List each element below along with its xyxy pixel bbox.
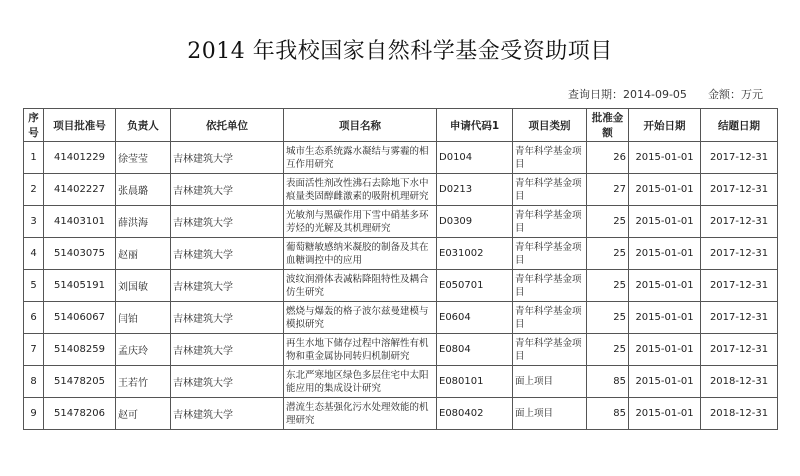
cell-unit: 吉林建筑大学 bbox=[171, 302, 284, 334]
cell-type: 青年科学基金项目 bbox=[513, 238, 587, 270]
cell-type: 青年科学基金项目 bbox=[513, 334, 587, 366]
cell-no: 8 bbox=[24, 366, 44, 398]
table-row bbox=[24, 398, 778, 430]
cell-unit: 吉林建筑大学 bbox=[171, 142, 284, 174]
cell-id: 51478205 bbox=[44, 366, 116, 398]
amount-unit: 金额：万元 bbox=[708, 88, 763, 101]
cell-leader: 闫铂 bbox=[116, 302, 171, 334]
cell-end: 2017-12-31 bbox=[701, 174, 778, 206]
table-row bbox=[24, 270, 778, 302]
cell-leader: 王若竹 bbox=[116, 366, 171, 398]
cell-leader: 薛洪海 bbox=[116, 206, 171, 238]
cell-unit: 吉林建筑大学 bbox=[171, 206, 284, 238]
cell-id: 41401229 bbox=[44, 142, 116, 174]
col-header-unit: 依托单位 bbox=[171, 109, 284, 142]
cell-no: 1 bbox=[24, 142, 44, 174]
cell-name: 城市生态系统露水凝结与雾霾的相互作用研究 bbox=[284, 142, 437, 174]
cell-name: 波纹润滑体表减粘降阻特性及耦合仿生研究 bbox=[284, 270, 437, 302]
cell-code: D0309 bbox=[437, 206, 513, 238]
cell-code: E031002 bbox=[437, 238, 513, 270]
col-header-code: 申请代码1 bbox=[437, 109, 513, 142]
cell-id: 51478206 bbox=[44, 398, 116, 430]
cell-amount: 25 bbox=[587, 270, 629, 302]
cell-end: 2017-12-31 bbox=[701, 238, 778, 270]
col-header-name: 项目名称 bbox=[284, 109, 437, 142]
cell-code: D0213 bbox=[437, 174, 513, 206]
cell-no: 2 bbox=[24, 174, 44, 206]
cell-start: 2015-01-01 bbox=[629, 334, 701, 366]
cell-leader: 刘国敏 bbox=[116, 270, 171, 302]
table-body bbox=[24, 142, 778, 430]
table-row bbox=[24, 206, 778, 238]
col-header-end: 结题日期 bbox=[701, 109, 778, 142]
cell-name: 潜流生态基强化污水处理效能的机理研究 bbox=[284, 398, 437, 430]
cell-start: 2015-01-01 bbox=[629, 302, 701, 334]
cell-code: D0104 bbox=[437, 142, 513, 174]
cell-no: 3 bbox=[24, 206, 44, 238]
cell-end: 2017-12-31 bbox=[701, 334, 778, 366]
cell-end: 2017-12-31 bbox=[701, 302, 778, 334]
table-row bbox=[24, 238, 778, 270]
cell-amount: 85 bbox=[587, 366, 629, 398]
cell-start: 2015-01-01 bbox=[629, 142, 701, 174]
cell-type: 青年科学基金项目 bbox=[513, 206, 587, 238]
cell-code: E050701 bbox=[437, 270, 513, 302]
cell-amount: 26 bbox=[587, 142, 629, 174]
col-header-type: 项目类别 bbox=[513, 109, 587, 142]
cell-name: 表面活性剂改性沸石去除地下水中痕量类固醇雌激素的吸附机理研究 bbox=[284, 174, 437, 206]
cell-amount: 25 bbox=[587, 206, 629, 238]
cell-type: 青年科学基金项目 bbox=[513, 174, 587, 206]
cell-type: 面上项目 bbox=[513, 366, 587, 398]
cell-no: 5 bbox=[24, 270, 44, 302]
cell-start: 2015-01-01 bbox=[629, 206, 701, 238]
cell-type: 青年科学基金项目 bbox=[513, 302, 587, 334]
col-header-id: 项目批准号 bbox=[44, 109, 116, 142]
cell-type: 青年科学基金项目 bbox=[513, 270, 587, 302]
cell-code: E080402 bbox=[437, 398, 513, 430]
cell-unit: 吉林建筑大学 bbox=[171, 270, 284, 302]
cell-id: 51406067 bbox=[44, 302, 116, 334]
cell-no: 9 bbox=[24, 398, 44, 430]
cell-unit: 吉林建筑大学 bbox=[171, 238, 284, 270]
cell-no: 7 bbox=[24, 334, 44, 366]
col-header-amount: 批准金额 bbox=[587, 109, 629, 142]
table-row bbox=[24, 366, 778, 398]
cell-id: 51405191 bbox=[44, 270, 116, 302]
cell-id: 51403075 bbox=[44, 238, 116, 270]
cell-leader: 张晨璐 bbox=[116, 174, 171, 206]
cell-start: 2015-01-01 bbox=[629, 238, 701, 270]
cell-unit: 吉林建筑大学 bbox=[171, 334, 284, 366]
cell-start: 2015-01-01 bbox=[629, 398, 701, 430]
table-row bbox=[24, 334, 778, 366]
cell-amount: 85 bbox=[587, 398, 629, 430]
cell-end: 2017-12-31 bbox=[701, 206, 778, 238]
cell-unit: 吉林建筑大学 bbox=[171, 174, 284, 206]
query-date: 查询日期：2014-09-05 bbox=[568, 88, 687, 101]
cell-end: 2018-12-31 bbox=[701, 398, 778, 430]
cell-amount: 27 bbox=[587, 174, 629, 206]
cell-amount: 25 bbox=[587, 334, 629, 366]
cell-name: 葡萄糖敏感纳米凝胶的制备及其在血糖调控中的应用 bbox=[284, 238, 437, 270]
cell-end: 2017-12-31 bbox=[701, 142, 778, 174]
cell-id: 51408259 bbox=[44, 334, 116, 366]
funding-table bbox=[23, 108, 778, 430]
cell-id: 41402227 bbox=[44, 174, 116, 206]
table-row bbox=[24, 302, 778, 334]
cell-no: 6 bbox=[24, 302, 44, 334]
cell-end: 2017-12-31 bbox=[701, 270, 778, 302]
cell-code: E080101 bbox=[437, 366, 513, 398]
table-row bbox=[24, 142, 778, 174]
col-header-leader: 负责人 bbox=[116, 109, 171, 142]
cell-code: E0604 bbox=[437, 302, 513, 334]
cell-code: E0804 bbox=[437, 334, 513, 366]
cell-type: 青年科学基金项目 bbox=[513, 142, 587, 174]
cell-leader: 孟庆玲 bbox=[116, 334, 171, 366]
cell-no: 4 bbox=[24, 238, 44, 270]
cell-name: 再生水地下储存过程中溶解性有机物和重金属协同转归机制研究 bbox=[284, 334, 437, 366]
cell-name: 燃烧与爆轰的格子波尔兹曼建模与模拟研究 bbox=[284, 302, 437, 334]
col-header-no: 序号 bbox=[24, 109, 44, 142]
col-header-start: 开始日期 bbox=[629, 109, 701, 142]
cell-unit: 吉林建筑大学 bbox=[171, 366, 284, 398]
header-row bbox=[24, 109, 778, 142]
cell-id: 41403101 bbox=[44, 206, 116, 238]
cell-amount: 25 bbox=[587, 238, 629, 270]
cell-type: 面上项目 bbox=[513, 398, 587, 430]
cell-start: 2015-01-01 bbox=[629, 366, 701, 398]
cell-leader: 赵丽 bbox=[116, 238, 171, 270]
cell-leader: 徐莹莹 bbox=[116, 142, 171, 174]
cell-leader: 赵可 bbox=[116, 398, 171, 430]
cell-name: 东北严寒地区绿色多层住宅中太阳能应用的集成设计研究 bbox=[284, 366, 437, 398]
cell-unit: 吉林建筑大学 bbox=[171, 398, 284, 430]
page-title: 2014 年我校国家自然科学基金受资助项目 bbox=[187, 39, 613, 64]
cell-name: 光敏剂与黑碳作用下雪中硝基多环芳烃的光解及其机理研究 bbox=[284, 206, 437, 238]
cell-start: 2015-01-01 bbox=[629, 174, 701, 206]
cell-end: 2018-12-31 bbox=[701, 366, 778, 398]
cell-start: 2015-01-01 bbox=[629, 270, 701, 302]
table-row bbox=[24, 174, 778, 206]
cell-amount: 25 bbox=[587, 302, 629, 334]
